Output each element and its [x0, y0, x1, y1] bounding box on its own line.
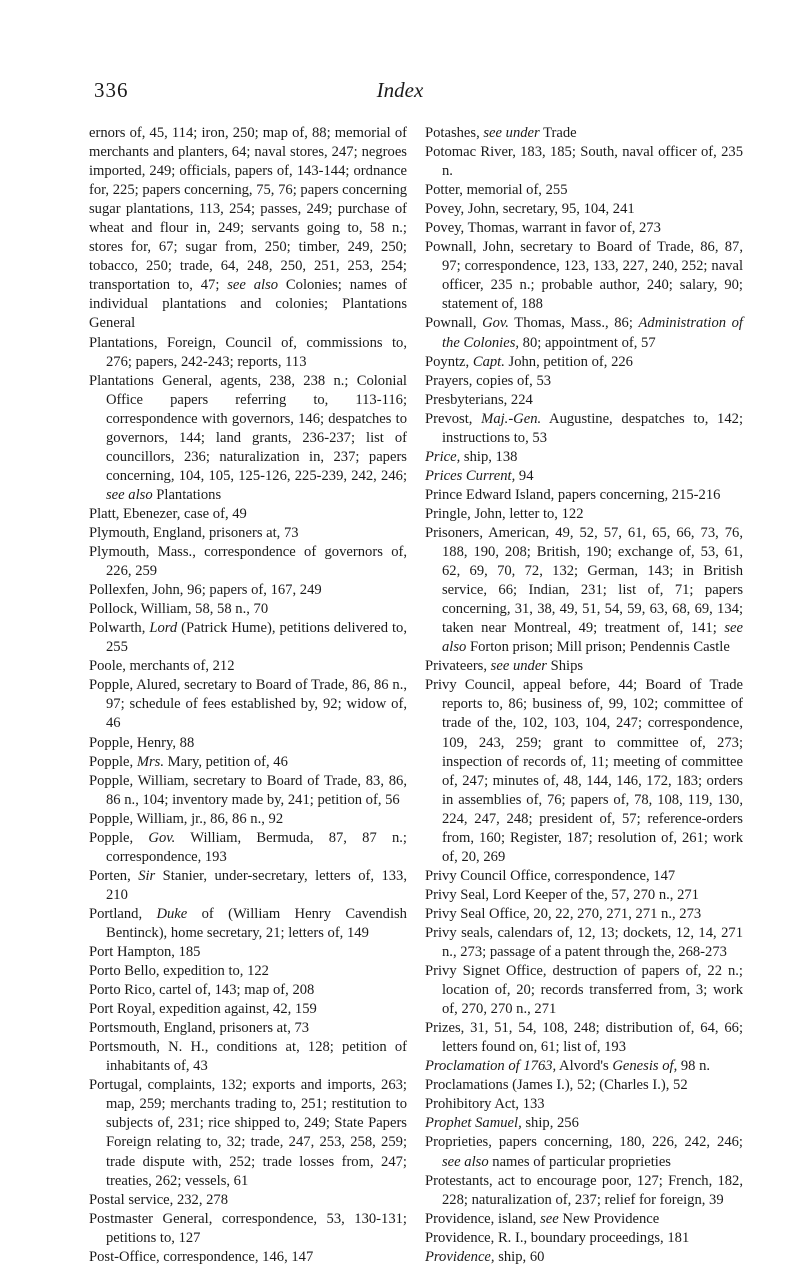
index-entry-text: Privateers,: [425, 658, 491, 675]
index-entry-text: Providence, R. I., boundary proceedings, 181: [425, 1229, 690, 1246]
index-entry: [425, 1057, 743, 1076]
index-entry: [89, 124, 407, 334]
index-entry-text: Potashes,: [425, 125, 484, 141]
index-entry-text: Popple, Henry, 88: [89, 734, 195, 751]
index-entry-italic-text: Prophet Samuel,: [425, 1115, 522, 1132]
index-entry: [425, 467, 743, 486]
index-entry-italic-text: see also: [227, 277, 279, 294]
index-entry-text: Trade: [539, 125, 577, 141]
index-entry-text: Portsmouth, N. H., conditions at, 128; petition of inhabitants of, 43: [89, 1039, 407, 1075]
index-entry: [89, 543, 407, 581]
index-entry-italic-text: see also: [442, 620, 743, 656]
index-entry: [425, 391, 743, 410]
index-entry-text: Alvord's: [556, 1058, 613, 1075]
index-entry-text: ship, 60: [494, 1248, 545, 1265]
index-entry-text: Pownall, John, secretary to Board of Trade, 86, 87, 97; correspondence, 123, 133, 227, 240, 252; naval officer, 235 n.; probable author, 240; salary, 90; statement of, 188: [425, 239, 743, 313]
index-entry-text: 98 n.: [677, 1058, 711, 1075]
index-entry-text: Privy Signet Office, destruction of papers of, 22 n.; location of, 20; records transferred from, 3; work of, 270, 270 n., 271: [425, 963, 743, 1018]
index-entry: [425, 372, 743, 391]
index-entry: [89, 753, 407, 772]
index-entry: [425, 505, 743, 524]
index-entry-text: Providence, island,: [425, 1210, 541, 1227]
index-entry-italic-text: see also: [442, 1153, 489, 1170]
index-entry: [89, 1191, 407, 1210]
index-entry-text: Prevost,: [425, 410, 482, 427]
index-entry-text: Presbyterians, 224: [425, 391, 533, 408]
index-entry-text: New Providence: [558, 1210, 660, 1227]
index-entry-text: Portugal, complaints, 132; exports and imports, 263; map, 259; merchants trading to, 251; restitution to subjects of, 231; rice shipped to, 249; State Papers Foreign relating to, 32; trade, 247, 253, 258, 259; trade dispute with, 252; trade losses from, 247; treaties, 262; vessels, 61: [89, 1077, 407, 1189]
index-entry: [89, 981, 407, 1000]
index-entry: [425, 657, 743, 676]
index-entry-text: Privy Council, appeal before, 44; Board of Trade reports to, 86; business of, 99, 102; committee of trade of the, 102, 103, 104, 247; correspondence, 109, 243, 259; grant to committee of, 273; inspection of records of, 11; meeting of committee of, 247; minutes of, 48, 144, 146, 172, 183; orders in assemblies of, 76; papers of, 78, 108, 119, 130, 224, 247, 248; president of, 57; reference-orders from, 160; Register, 187; resolution of, 261; work of, 20, 269: [425, 677, 743, 865]
index-entry-text: Protestants, act to encourage poor, 127; French, 182, 228; naturalization of, 237; relief for foreign, 39: [425, 1172, 743, 1208]
index-entry: [425, 1172, 743, 1210]
index-entry: [89, 657, 407, 676]
index-entry-text: Povey, John, secretary, 95, 104, 241: [425, 201, 635, 218]
index-entry-text: of (William Henry Cavendish Bentinck), home secretary, 21; letters of, 149: [106, 905, 407, 941]
index-entry-text: Postmaster General, correspondence, 53, 130-131; petitions to, 127: [89, 1210, 407, 1246]
index-entry: [425, 200, 743, 219]
index-entry-text: Thomas, Mass., 86;: [508, 315, 639, 332]
index-entry: [425, 448, 743, 467]
index-entry-italic-text: Genesis of,: [612, 1058, 678, 1075]
index-column-right: [425, 124, 743, 1267]
index-entry-text: Popple,: [89, 829, 149, 846]
index-entry: [89, 1248, 407, 1267]
index-entry-text: Platt, Ebenezer, case of, 49: [89, 505, 247, 522]
index-entry-text: Popple, William, secretary to Board of Trade, 83, 86, 86 n., 104; inventory made by, 241; petition of, 56: [89, 772, 407, 808]
index-entry-italic-text: Mrs.: [136, 753, 165, 770]
index-entry: [425, 1133, 743, 1171]
index-entry-italic-text: Prices Current,: [425, 467, 516, 484]
index-entry-italic-text: Proclamation of 1763,: [425, 1058, 557, 1075]
index-entry-italic-text: see under: [483, 125, 540, 141]
index-entry-text: Post-Office, correspondence, 146, 147: [89, 1248, 314, 1265]
index-entry: [89, 334, 407, 372]
index-entry-italic-text: Price,: [425, 448, 461, 465]
index-entry: [425, 962, 743, 1019]
index-entry: [89, 962, 407, 981]
index-entry: [89, 734, 407, 753]
index-entry-italic-text: see also: [106, 486, 153, 503]
index-entry-italic-text: Administration of the Colonies,: [442, 315, 743, 351]
index-entry: [425, 410, 743, 448]
index-entry: [89, 1210, 407, 1248]
index-entry-text: Popple, William, jr., 86, 86 n., 92: [89, 810, 284, 827]
index-entry: [89, 1038, 407, 1076]
index-entry: [89, 372, 407, 505]
index-entry-text: (Patrick Hume), petitions delivered to, 255: [106, 620, 407, 656]
index-entry: [425, 1076, 743, 1095]
index-entry: [89, 905, 407, 943]
index-entry-text: Pownall,: [425, 315, 483, 332]
index-entry: [425, 1229, 743, 1248]
index-entry-text: Pringle, John, letter to, 122: [425, 505, 584, 522]
index-entry-text: Privy seals, calendars of, 12, 13; dockets, 12, 14, 271 n., 273; passage of a patent through the, 268-273: [425, 924, 743, 961]
index-entry: [425, 1248, 743, 1267]
index-entry-text: Pollock, William, 58, 58 n., 70: [89, 601, 269, 618]
index-entry-text: Popple, Alured, secretary to Board of Trade, 86, 86 n., 97; schedule of fees established by, 92; widow of, 46: [89, 677, 407, 732]
index-entry-text: Polwarth,: [89, 620, 150, 637]
index-entry: [89, 943, 407, 962]
index-entry-text: Mary, petition of, 46: [164, 753, 288, 770]
index-entry: [425, 1210, 743, 1229]
index-entry-text: Plantations General, agents, 238, 238 n.; Colonial Office papers referring to, 113-116; correspondence with governors, 146; despatches to governors, 144; land grants, 236-237; list of councillors, 236; naturalization in, 237; papers concerning, 104, 105, 125-126, 225-239, 242, 246;: [89, 372, 407, 484]
index-entry-text: ship, 138: [460, 448, 518, 465]
index-entry-text: Popple,: [89, 753, 137, 770]
index-entry-italic-text: Duke: [156, 905, 188, 922]
index-entry-text: Proprieties, papers concerning, 180, 226, 242, 246;: [425, 1134, 743, 1151]
index-entry-text: Colonies; names of individual plantations and colonies; Plantations General: [89, 277, 407, 332]
index-entry: [89, 676, 407, 733]
index-entry: [89, 810, 407, 829]
index-entry: [89, 772, 407, 810]
index-entry: [425, 524, 743, 657]
index-entry: [89, 505, 407, 524]
index-entry-text: Porto Bello, expedition to, 122: [89, 963, 269, 980]
index-entry-text: Poole, merchants of, 212: [89, 658, 235, 675]
index-entry-text: Prohibitory Act, 133: [425, 1096, 545, 1113]
index-entry-text: Prisoners, American, 49, 52, 57, 61, 65, 66, 73, 76, 188, 190, 208; British, 190; exchange of, 53, 61, 62, 69, 70, 72, 132; German, 143; in British service, 66; Indian, 231; list of, 71; papers concerning, 31, 38, 49, 51, 54, 59, 63, 68, 69, 134; taken near Montreal, 49; treatment of, 141;: [425, 524, 743, 637]
index-entry: [425, 124, 743, 143]
page-number: 336: [94, 78, 129, 102]
index-entry-italic-text: Gov.: [148, 829, 176, 846]
running-head: Index: [376, 78, 424, 102]
index-entry-text: Port Royal, expedition against, 42, 159: [89, 1001, 317, 1018]
index-column-left: [89, 124, 407, 1267]
index-entry-text: Port Hampton, 185: [89, 944, 201, 961]
index-entry-text: Plymouth, England, prisoners at, 73: [89, 524, 299, 541]
index-entry: [425, 886, 743, 905]
index-entry: [425, 924, 743, 962]
index-entry-text: Augustine, despatches to, 142; instructions to, 53: [442, 410, 744, 446]
index-entry: [425, 238, 743, 314]
index-entry-text: Porto Rico, cartel of, 143; map of, 208: [89, 982, 315, 999]
index-entry-text: ernors of, 45, 114; iron, 250; map of, 88; memorial of merchants and planters, 64; naval stores, 247; negroes imported, 249; officials, papers of, 143-144; ordnance for, 225; papers concerning, 75, 76; papers concerning sugar plantations, 113, 254; passes, 249; purchase of wheat and flour in, 249; servants going to, 58 n.; stores for, 67; sugar from, 250; timber, 249, 250; tobacco, 250; trade, 64, 248, 250, 251, 253, 254; transportation to, 47;: [89, 125, 407, 294]
index-entry: [89, 581, 407, 600]
index-entry: [89, 829, 407, 867]
index-entry-text: Ships: [547, 658, 584, 675]
index-entry-italic-text: Maj.-Gen.: [481, 410, 542, 427]
index-entry: [425, 1095, 743, 1114]
index-entry: [425, 353, 743, 372]
index-entry: [425, 181, 743, 200]
index-entry-text: Porten,: [89, 867, 139, 884]
index-entry: [425, 314, 743, 352]
index-entry-text: Potomac River, 183, 185; South, naval officer of, 235 n.: [425, 144, 743, 180]
index-entry-text: Plantations: [152, 486, 222, 503]
index-entry-text: Portland,: [89, 905, 157, 922]
index-entry: [425, 867, 743, 886]
index-entry-text: Prizes, 31, 51, 54, 108, 248; distribution of, 64, 66; letters found on, 61; list of, 193: [425, 1020, 743, 1056]
index-entry-text: William, Bermuda, 87, 87 n.; correspondence, 193: [106, 829, 407, 865]
index-entry-text: Pollexfen, John, 96; papers of, 167, 249: [89, 582, 322, 599]
index-entry-text: Forton prison; Mill prison; Pendennis Castle: [466, 639, 730, 656]
index-entry-italic-text: Lord: [149, 620, 178, 637]
index-entry: [89, 524, 407, 543]
index-entry-italic-text: Capt.: [472, 353, 505, 370]
page-header: [0, 0, 800, 115]
index-entry-italic-text: Gov.: [482, 315, 509, 332]
index-entry: [425, 676, 743, 866]
index-entry-text: Privy Seal, Lord Keeper of the, 57, 270 n., 271: [425, 886, 699, 903]
index-entry-italic-text: see: [540, 1210, 559, 1227]
index-entry: [425, 219, 743, 238]
index-entry-text: John, petition of, 226: [504, 353, 633, 370]
index-entry-text: Prayers, copies of, 53: [425, 372, 552, 389]
index-entry: [425, 486, 743, 505]
index-entry-text: names of particular proprieties: [488, 1153, 671, 1170]
index-entry: [425, 905, 743, 924]
index-entry-text: Portsmouth, England, prisoners at, 73: [89, 1020, 310, 1037]
index-entry-text: ship, 256: [521, 1115, 579, 1132]
index-entry-text: Postal service, 232, 278: [89, 1191, 229, 1208]
index-entry: [425, 1114, 743, 1133]
index-entry-italic-text: Providence,: [425, 1248, 495, 1265]
index-entry-text: 80; appointment of, 57: [519, 334, 656, 351]
index-entry-text: Potter, memorial of, 255: [425, 182, 568, 199]
index-entry: [89, 619, 407, 657]
index-entry-text: 94: [515, 467, 534, 484]
index-entry-text: Privy Seal Office, 20, 22, 270, 271, 271 n., 273: [425, 905, 702, 922]
index-entry-text: Povey, Thomas, warrant in favor of, 273: [425, 220, 661, 237]
index-entry: [89, 1076, 407, 1190]
index-entry-text: Poyntz,: [425, 353, 473, 370]
index-entry-italic-text: see under: [490, 658, 547, 675]
index-entry-text: Privy Council Office, correspondence, 147: [425, 867, 676, 884]
index-entry: [89, 1000, 407, 1019]
index-entry-text: Proclamations (James I.), 52; (Charles I.), 52: [425, 1077, 688, 1094]
index-entry-text: Plantations, Foreign, Council of, commissions to, 276; papers, 242-243; reports, 113: [89, 334, 407, 370]
index-entry: [425, 1019, 743, 1057]
index-entry-text: Prince Edward Island, papers concerning, 215-216: [425, 486, 721, 503]
index-entry: [89, 600, 407, 619]
index-entry-text: Stanier, under-secretary, letters of, 133, 210: [106, 867, 407, 903]
index-entry-text: Plymouth, Mass., correspondence of governors of, 226, 259: [89, 544, 407, 580]
index-entry-italic-text: Sir: [138, 867, 156, 884]
index-entry: [89, 1019, 407, 1038]
index-entry: [89, 867, 407, 905]
index-entry: [425, 143, 743, 181]
